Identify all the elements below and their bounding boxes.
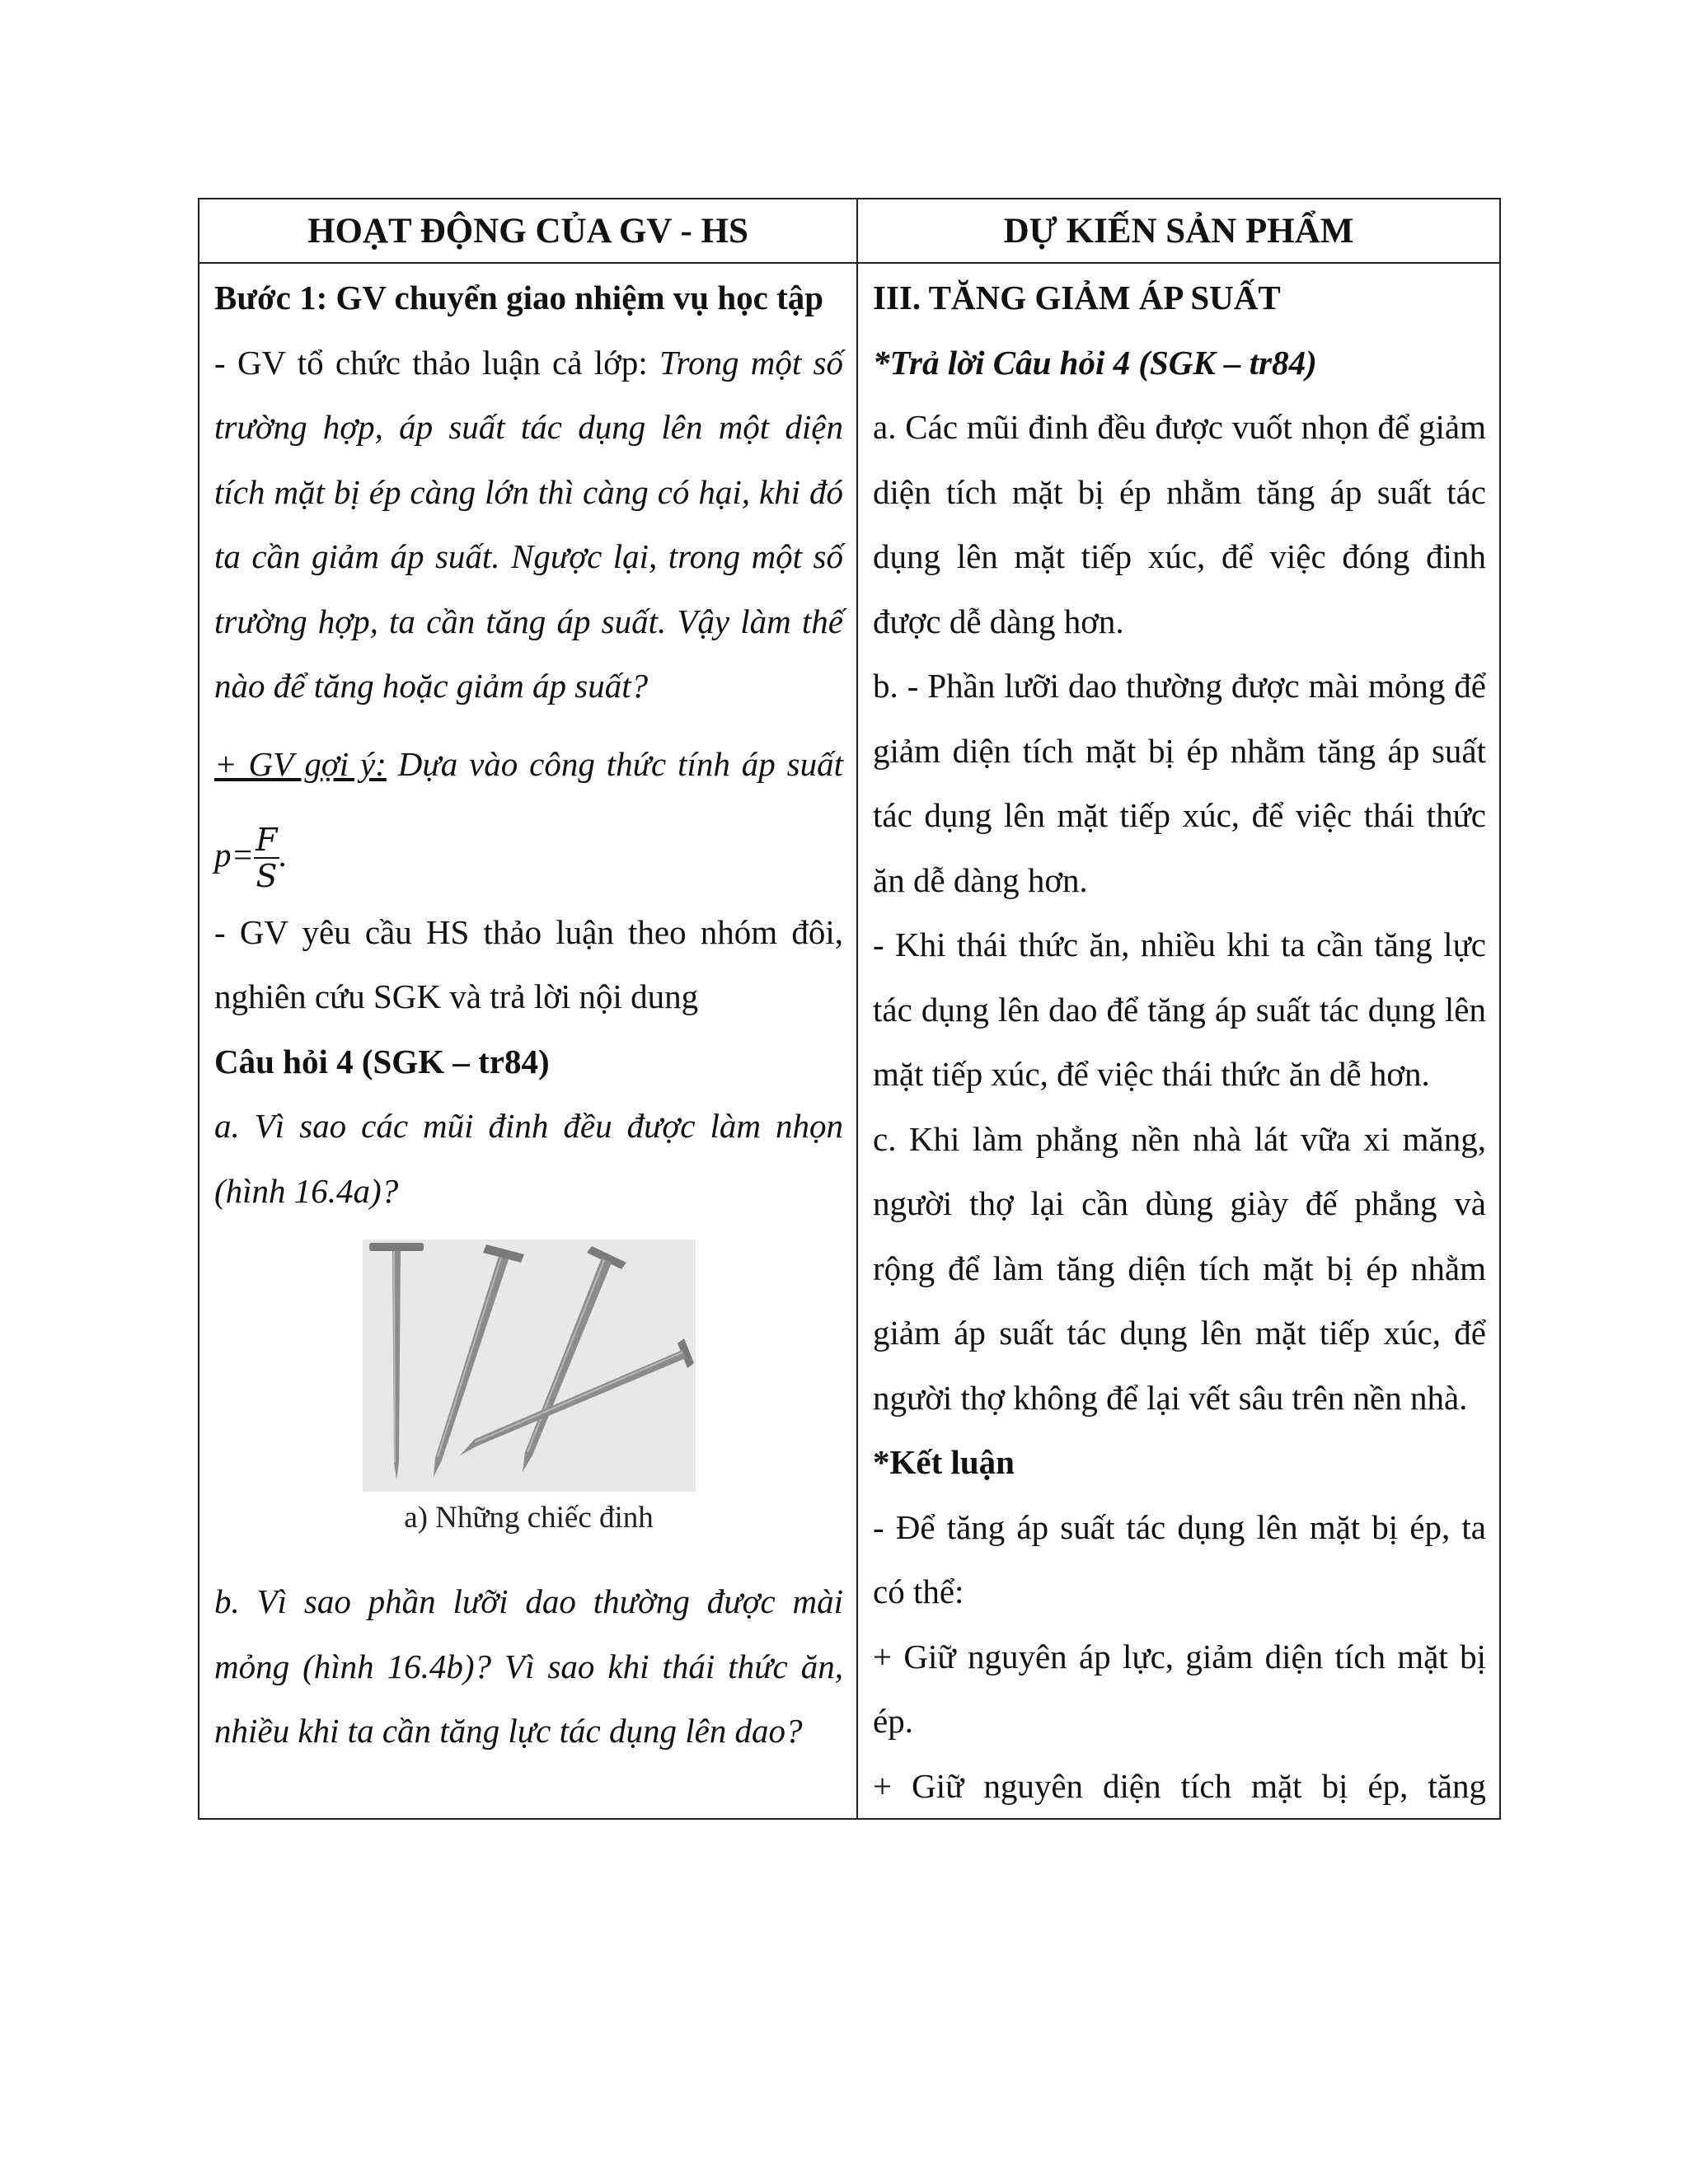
conclusion-intro: - Để tăng áp suất tác dụng lên mặt bị ép, ta có thể: xyxy=(873,1507,1486,1610)
hint-label: + GV gợi ý: xyxy=(214,744,387,783)
discussion-paragraph xyxy=(214,330,843,719)
conclusion-title: *Kết luận xyxy=(873,1443,1015,1481)
task-text: - GV yêu cầu HS thảo luận theo nhóm đôi, nghiên cứu SGK và trả lời nội dung xyxy=(214,912,843,1015)
discussion-prefix: - GV tổ chức thảo luận cả lớp: xyxy=(214,343,659,382)
formula-end: . xyxy=(279,835,288,874)
hint-text: Dựa vào công thức tính áp suất xyxy=(386,744,843,783)
right-cell xyxy=(857,263,1500,1819)
conclusion-item-2: + Giữ nguyên diện tích mặt bị ép, tăng xyxy=(873,1766,1486,1805)
lesson-table xyxy=(198,198,1501,1820)
header-right: DỰ KIẾN SẢN PHẨM xyxy=(857,199,1500,263)
answer-b1: b. - Phần lưỡi dao thường được mài mỏng để giảm diện tích mặt bị ép nhằm tăng áp suất tác dụng lên mặt tiếp xúc, để việc thái thức ăn dễ dàng hơn. xyxy=(873,667,1486,899)
answer-a: a. Các mũi đinh đều được vuốt nhọn để giảm diện tích mặt bị ép nhằm tăng áp suất tác dụng lên mặt tiếp xúc, để việc đóng đinh được dễ dàng hơn. xyxy=(873,408,1486,640)
nails-figure xyxy=(214,1240,843,1541)
formula-denominator: S xyxy=(256,858,278,895)
answer-title: *Trả lời Câu hỏi 4 (SGK – tr84) xyxy=(873,343,1317,382)
formula-lhs: p= xyxy=(214,835,255,874)
figure-caption: a) Những chiếc đinh xyxy=(404,1501,654,1535)
answer-b2: - Khi thái thức ăn, nhiều khi ta cần tăng lực tác dụng lên dao để tăng áp suất tác dụng lên mặt tiếp xúc, để việc thái thức ăn dễ hơn. xyxy=(873,926,1486,1093)
nails-image xyxy=(363,1240,696,1492)
question-a: a. Vì sao các mũi đinh đều được làm nhọn (hình 16.4a)? xyxy=(214,1107,843,1210)
step-title: Bước 1: GV chuyển giao nhiệm vụ học tập xyxy=(214,279,824,316)
discussion-question: Trong một số trường hợp, áp suất tác dụng lên một diện tích mặt bị ép càng lớn thì càng có hại, khi đó ta cần giảm áp suất. Ngược lại, trong một số trường hợp, ta cần tăng áp suất. Vậy làm thế nào để tăng hoặc giảm áp suất? xyxy=(214,343,843,705)
answer-c: c. Khi làm phẳng nền nhà lát vữa xi măng, người thợ lại cần dùng giày đế phẳng và rộng để làm tăng diện tích mặt bị ép nhằm giảm áp suất tác dụng lên mặt tiếp xúc, để người thợ không để lại vết sâu trên nền nhà. xyxy=(873,1119,1486,1417)
left-cell xyxy=(199,263,857,1819)
section-title: III. TĂNG GIẢM ÁP SUẤT xyxy=(873,279,1281,316)
conclusion-item-1: + Giữ nguyên áp lực, giảm diện tích mặt bị ép. xyxy=(873,1637,1486,1740)
hint-paragraph xyxy=(214,719,843,900)
question-b: b. Vì sao phần lưỡi dao thường được mài mỏng (hình 16.4b)? Vì sao khi thái thức ăn, nhiều khi ta cần tăng lực tác dụng lên dao? xyxy=(214,1582,843,1750)
pressure-formula xyxy=(254,822,279,895)
question-title: Câu hỏi 4 (SGK – tr84) xyxy=(214,1042,550,1080)
formula-numerator: F xyxy=(256,822,278,859)
header-left: HOẠT ĐỘNG CỦA GV - HS xyxy=(199,199,857,263)
